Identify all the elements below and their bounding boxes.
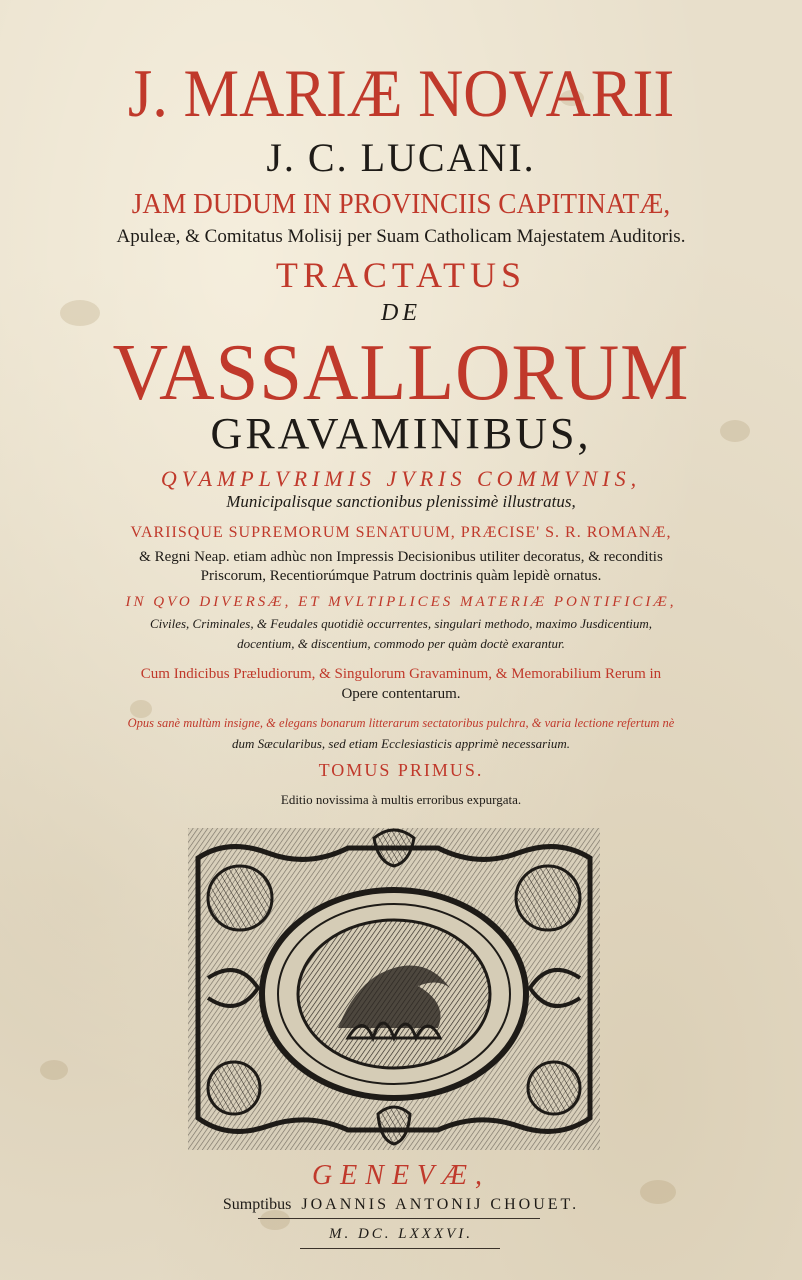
imprint-publisher: JOANNIS ANTONIJ CHOUET. bbox=[301, 1196, 580, 1213]
description-line-5: Priscorum, Recentiorúmque Patrum doctrinis quàm lepidè ornatus. bbox=[200, 568, 602, 584]
description-line-4: & Regni Neap. etiam adhùc non Impressis Decisionibus utiliter decoratus, & reconditis bbox=[139, 549, 663, 565]
imprint-sumptibus: Sumptibus bbox=[222, 1196, 292, 1213]
main-title-2: GRAVAMINIBUS, bbox=[210, 409, 592, 458]
imprint-rule-bottom bbox=[300, 1248, 500, 1249]
imprint-year: M. DC. LXXXVI. bbox=[328, 1226, 474, 1242]
editio-line: Editio novissima à multis erroribus expurgata. bbox=[280, 792, 522, 807]
jc-line: J. C. LUCANI. bbox=[266, 135, 536, 180]
description-line-3: VARIISQUE SUPREMORUM SENATUUM, PRÆCISE' S. R. ROMANÆ, bbox=[130, 524, 672, 541]
description-line-11: Opus sanè multùm insigne, & elegans bonarum litterarum sectatoribus pulchra, & varia lectione refertum nè bbox=[127, 716, 675, 730]
description-line-6: IN QVO DIVERSÆ, ET MVLTIPLICES MATERIÆ PONTIFICIÆ, bbox=[125, 594, 677, 610]
tomus-line: TOMUS PRIMUS. bbox=[318, 760, 484, 780]
description-line-12: dum Sæcularibus, sed etiam Ecclesiasticis apprimè necessarium. bbox=[232, 736, 570, 751]
description-line-9: Cum Indicibus Præludiorum, & Singulorum Gravaminum, & Memorabilium Rerum in bbox=[140, 666, 662, 682]
description-line-10: Opere contentarum. bbox=[341, 686, 461, 702]
woodcut-icon bbox=[188, 828, 600, 1150]
main-title: VASSALLORUM bbox=[112, 329, 690, 417]
tractatus-heading: TRACTATUS bbox=[275, 255, 527, 295]
office-line-2: Apuleæ, & Comitatus Molisij per Suam Catholicam Majestatem Auditoris. bbox=[116, 226, 686, 247]
description-line-8: docentium, & discentium, commodo per quàm doctè exarantur. bbox=[237, 636, 565, 651]
description-line-2: Municipalisque sanctionibus plenissimè illustratus, bbox=[226, 492, 576, 511]
imprint-rule-top bbox=[258, 1218, 540, 1219]
de-word: DE bbox=[381, 300, 421, 326]
description-line-1: QVAMPLVRIMIS JVRIS COMMVNIS, bbox=[160, 466, 642, 491]
imprint-publisher-line bbox=[0, 1196, 802, 1214]
description-line-7: Civiles, Criminales, & Feudales quotidiè occurrentes, singulari methodo, maximo Jusdicentium, bbox=[149, 616, 653, 631]
imprint-city: GENEVÆ, bbox=[311, 1160, 491, 1191]
printers-device-woodcut bbox=[188, 828, 600, 1150]
office-line: JAM DUDUM IN PROVINCIIS CAPITINATÆ, bbox=[131, 188, 671, 220]
author-line: J. MARIÆ NOVARII bbox=[127, 55, 675, 131]
